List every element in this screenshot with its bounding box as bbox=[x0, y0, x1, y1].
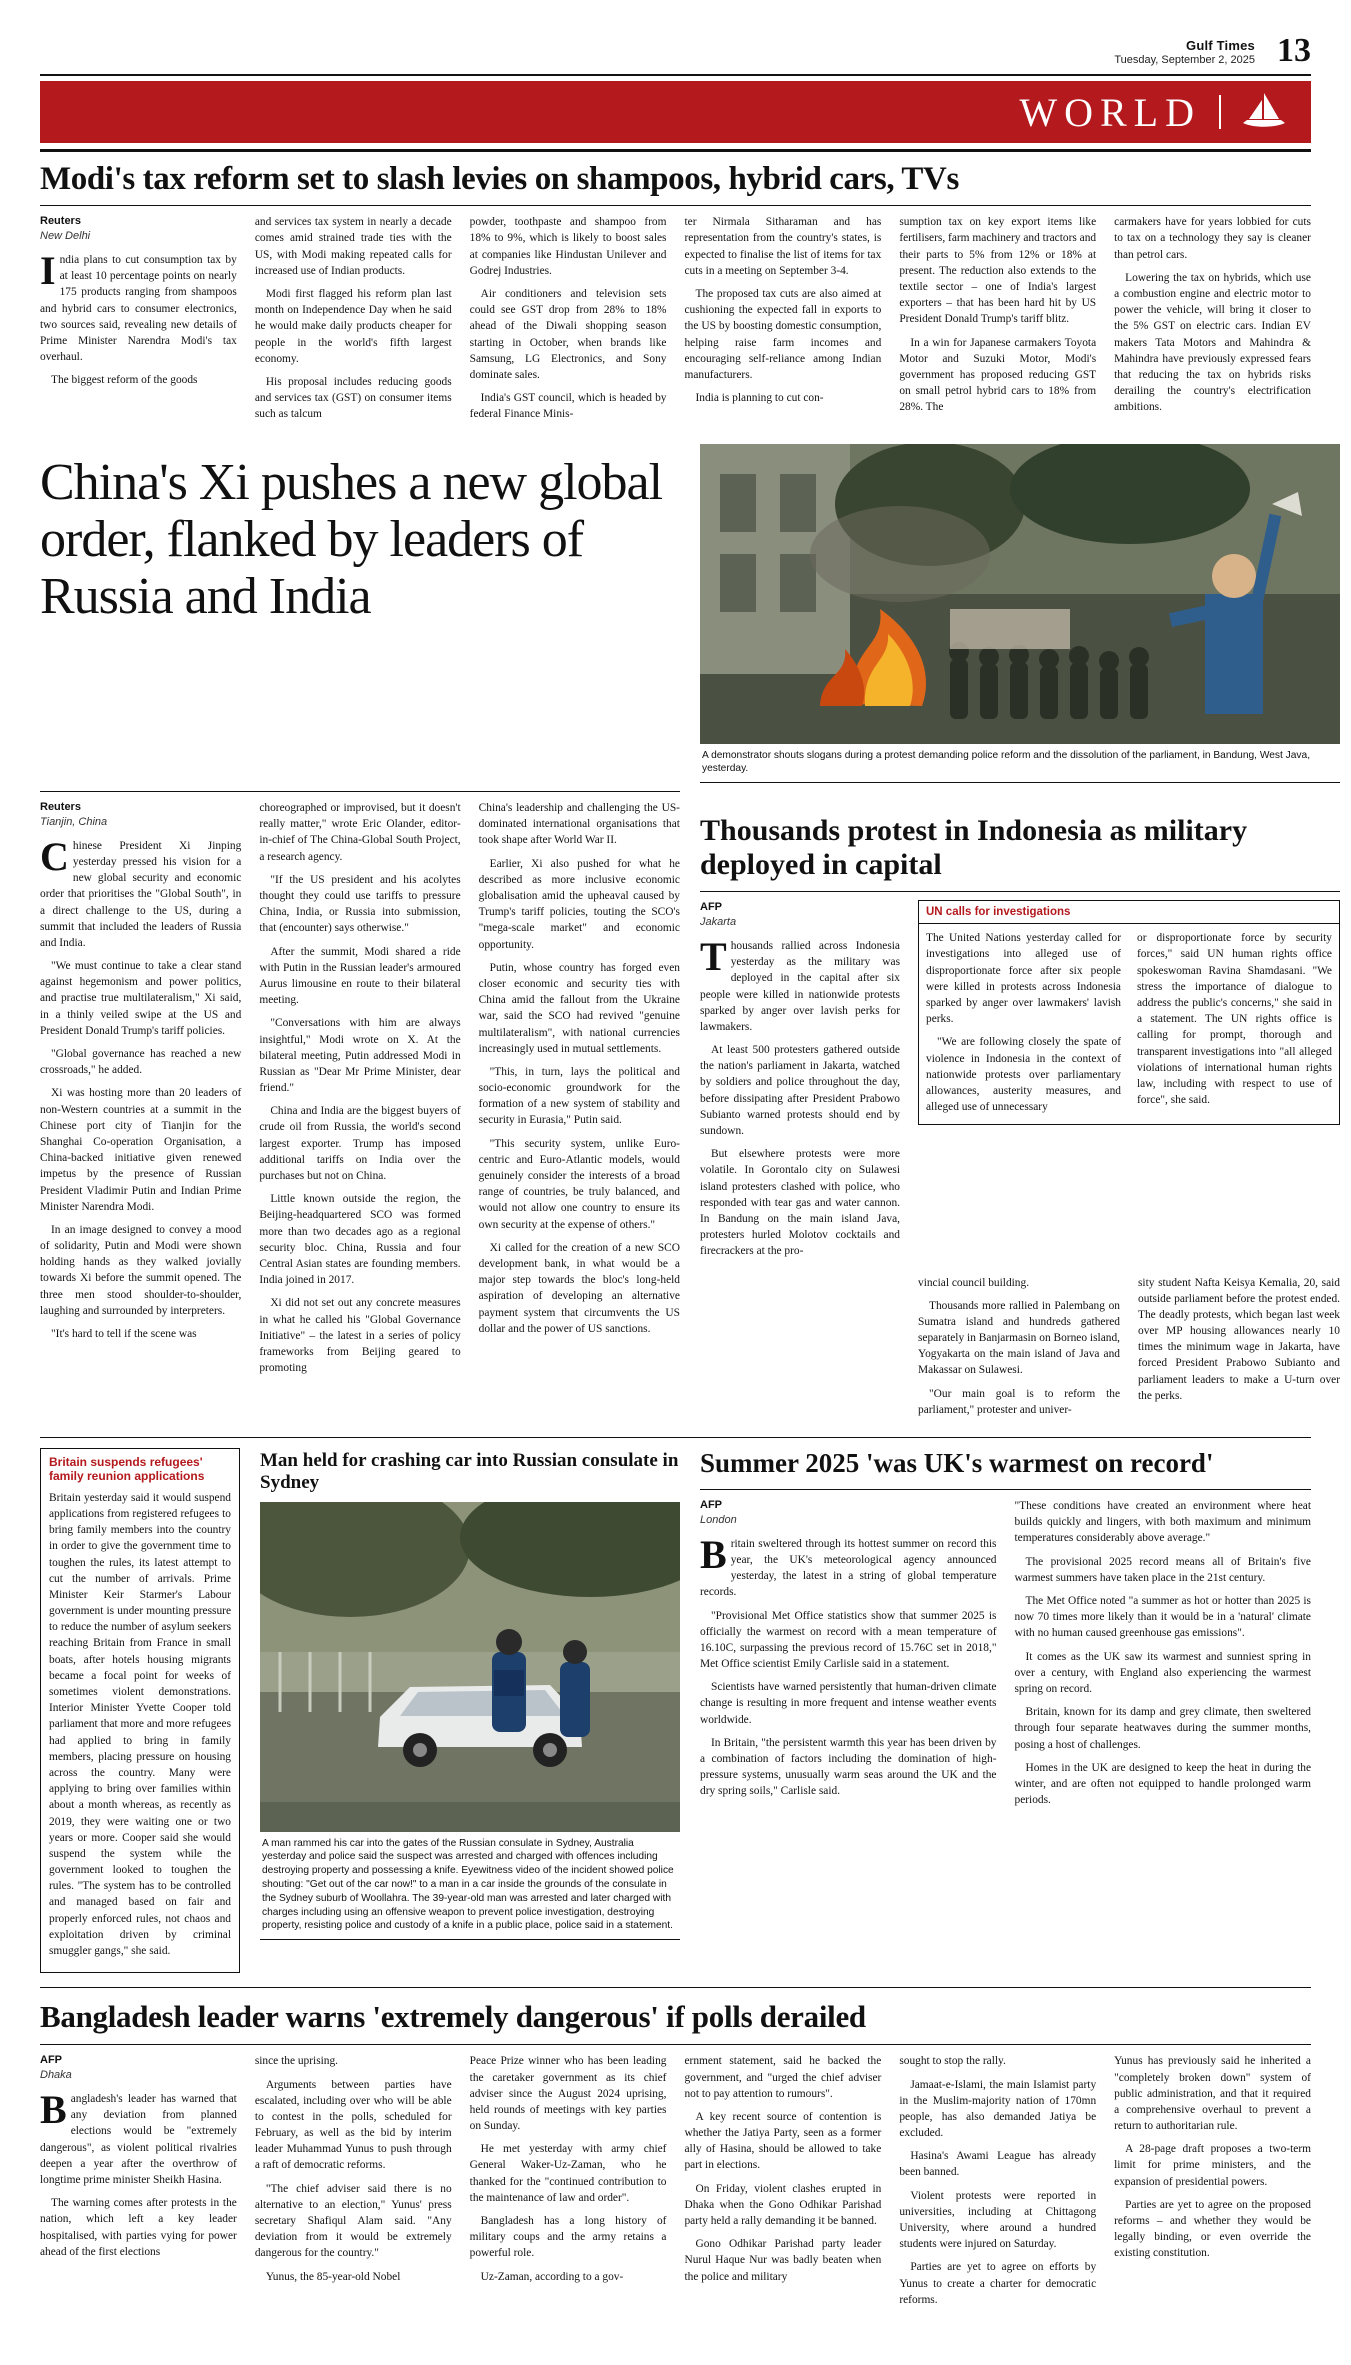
china-p: After the summit, Modi shared a ride with Putin in the Russian leader's armoured Aurus limousine en route to their bilateral meeting. bbox=[259, 945, 461, 1007]
china-p: Putin, whose country has forged even closer economic and security ties with China amid the fallout from the Ukraine war, said the SCO had revived "genuine multilateralism", with national currencies increasingly used in mutual settlements. bbox=[478, 961, 680, 1055]
sydney-headline: Man held for crashing car into Russian consulate in Sydney bbox=[260, 1450, 679, 1493]
lead-place: New Delhi bbox=[40, 230, 91, 243]
bangladesh-col-6 bbox=[1114, 2053, 1311, 2315]
bangladesh-p: Parties are yet to agree on efforts by Yunus to create a charter for democratic reforms. bbox=[899, 2261, 1097, 2306]
indonesia-col-3 bbox=[1138, 1275, 1340, 1426]
china-p: In an image designed to convey a mood of solidarity, Putin and Modi were shown holding hands as they walked jovially towards Xi before the summit opened. The three men stood shoulder-to-shoulder, laughing and surrounded by interpreters. bbox=[40, 1223, 242, 1317]
bangladesh-p: Arguments between parties have escalated, including over who will be able to contest in the polls, scheduled for February, as well as the bid by interim leader Muhammad Yunus to push through a raft of democratic reforms. bbox=[254, 2078, 452, 2172]
bangladesh-p: Gono Odhikar Parishad party leader Nurul Haque Nur was badly beaten when the police and military bbox=[684, 2238, 882, 2283]
lead-p: The biggest reform of the goods bbox=[51, 374, 198, 387]
summer-p: Scientists have warned persistently that human-driven climate change is resulting in more frequent and intense weather events worldwide. bbox=[700, 1681, 997, 1726]
rule-under-bangladesh-headline bbox=[40, 2044, 1311, 2045]
lead-p: India plans to cut consumption tax by at least 10 percentage points on nearly 175 products ranging from shampoos and hybrid cars to consumer electronics, two sources said, revealing new details of Prime Minister Narendra Modi's tax overhaul. bbox=[40, 247, 237, 364]
bangladesh-p: Violent protests were reported in universities, including at Chittagong University, where around a hundred students were injured on Saturday. bbox=[899, 2189, 1097, 2251]
china-p: Xi did not set out any concrete measures in what he called his "Global Governance Initiative" – the latest in a series of policy frameworks from Beijing geared to promoting bbox=[259, 1297, 461, 1375]
lead-col-5 bbox=[899, 214, 1096, 429]
bangladesh-byline bbox=[40, 2053, 237, 2083]
indonesia-col-1 bbox=[700, 900, 900, 1266]
lead-byline bbox=[40, 214, 237, 244]
indonesia-col-2 bbox=[918, 1275, 1120, 1426]
indonesia-p: sity student Nafta Keisya Kemalia, 20, said outside parliament before the protest ended. The deadly protests, which began last week over MP housing allowances nearly 10 times the minimum wage in Jakarta, have forced President Prabowo Subianto and parliament leaders to make a U-turn over the perks. bbox=[1138, 1276, 1340, 1402]
bangladesh-p: Bangladesh has a long history of military coups and the army retains a powerful role. bbox=[469, 2215, 667, 2260]
section-banner bbox=[40, 81, 1311, 143]
sydney-photo-caption: A man rammed his car into the gates of the Russian consulate in Sydney, Australia yesterday and police said the suspect was arrested and charged with offences including destroying property and possessing a knife. Eyewitness video of the incident showed police shouting: "Get out of the car now!" to a man in a car inside the grounds of the consulate in the Sydney suburb of Woollahra. The 39-year-old man was arrested and later charged with charges including using an offensive weapon to prevent police investigation, destroying property, resisting police and custody of a knife in a public place, police said in a statement. bbox=[260, 1832, 680, 1940]
china-p: Chinese President Xi Jinping yesterday pressed his vision for a new global security and economic order that prioritises the "Global South", in a direct challenge to the US, during a summit that included the leaders of Russia and India. bbox=[40, 833, 242, 949]
lead-p: His proposal includes reducing goods and services tax (GST) on consumer items such as talcum bbox=[254, 375, 452, 421]
lead-col-6 bbox=[1114, 214, 1311, 429]
lead-p: Air conditioners and television sets could see GST drop from 28% to 18% ahead of the Diwali shopping season starting in October, when brands like Samsung, LG Electronics, and Sony dominate sales. bbox=[469, 288, 667, 381]
summer-p: Homes in the UK are designed to keep the heat in during the winter, and are often not equipped to handle prolonged warm periods. bbox=[1014, 1761, 1311, 1807]
summer-headline: Summer 2025 'was UK's warmest on record' bbox=[700, 1448, 1214, 1479]
china-p: "It's hard to tell if the scene was bbox=[51, 1328, 197, 1341]
summer-p: The Met Office noted "a summer as hot or hotter than 2025 is now 70 times more likely than it would be in a 'natural' climate with no human caused greenhouse gas emissions". bbox=[1014, 1595, 1311, 1640]
bangladesh-p: The warning comes after protests in the nation, which left a key leader hospitalised, with parties vying for power ahead of the first elections bbox=[40, 2197, 237, 2258]
lead-col-1 bbox=[40, 214, 237, 429]
lead-p: India's GST council, which is headed by federal Finance Minis- bbox=[469, 392, 667, 421]
bangladesh-col-1 bbox=[40, 2053, 237, 2315]
bangladesh-headline: Bangladesh leader warns 'extremely dangerous' if polls derailed bbox=[40, 1999, 866, 2035]
bangladesh-p: Yunus has previously said he inherited a "completely broken down" system of public administration, and that it required a comprehensive overhaul to prevent a return to authoritarian rule. bbox=[1114, 2055, 1311, 2133]
china-p: "Conversations with him are always insightful," Modi wrote on X. At the bilateral meeting, Putin addressed Modi in Russian as "Dear Mr Prime Minister, dear friend." bbox=[259, 1017, 461, 1095]
summer-p: The provisional 2025 record means all of Britain's five warmest summers have taken place in the 21st century. bbox=[1014, 1555, 1311, 1584]
masthead-paper-info bbox=[1114, 38, 1255, 68]
lead-p: powder, toothpaste and shampoo from 18% to 9%, which is likely to boost sales at companies like Hindustan Unilever and Godrej Industries. bbox=[469, 216, 667, 277]
bangladesh-col-2 bbox=[255, 2053, 452, 2315]
lead-p: ter Nirmala Sitharaman and has representation from the country's states, is expected to finalise the list of items for tax cuts in a meeting on September 3-4. bbox=[684, 216, 882, 277]
bangladesh-col-5 bbox=[899, 2053, 1096, 2315]
britain-box-body: Britain yesterday said it would suspend applications from registered refugees to bring family members into the country in order to give the government time to toughen the rules, its latest attempt to cut the number of arrivals. Prime Minister Keir Starmer's Labour government is under mounting pressure to reduce the number of asylum seekers reaching Britain from France in small boats, after hotels housing migrants became a focal point for weeks of sometimes violent demonstrations. Interior Minister Yvette Cooper told parliament that more and more refugees had applied to bring in family members, placing pressure on housing across the country. Many were applying to bring over families within about a month whereas, as recently as 2019, they were waiting one or two years or more. Cooper said she would suspend the system while the government looked to toughen the rules. "The system has to be controlled and managed based on fair and properly enforced rules, not chaos and exploitation driven by criminal smuggler gangs," she said. bbox=[49, 1491, 231, 1958]
china-p: choreographed or improvised, but it doesn't really matter," wrote Eric Olander, editor-in-chief of The China-Global South Project, a research agency. bbox=[259, 802, 461, 863]
lead-col-2 bbox=[255, 214, 452, 429]
indonesia-agency: AFP bbox=[700, 901, 722, 914]
bangladesh-p: A key recent source of contention is whether the Jatiya Party, seen as a former ally of Hasina, should be allowed to take part in elections. bbox=[684, 2110, 882, 2172]
bangladesh-p: He met yesterday with army chief General Waker-Uz-Zaman, who he thanked for the "continued contribution to the maintenance of law and order". bbox=[469, 2143, 667, 2204]
bangladesh-p: Jamaat-e-Islami, the main Islamist party in the Muslim-majority nation of 170mn people, has also demanded Jatiya be excluded. bbox=[899, 2078, 1097, 2140]
middle-row bbox=[40, 1448, 1311, 1973]
bangladesh-p: Peace Prize winner who has been leading the caretaker government as its chief adviser since the August 2024 uprising, held rounds of meetings with key parties on Sunday. bbox=[469, 2055, 667, 2133]
bangladesh-p: since the uprising. bbox=[254, 2055, 339, 2068]
china-p: Little known outside the region, the Beijing-headquartered SCO was formed more than two decades ago as a regional security bloc. China, Russia and four Central Asian states are founding members. India joined in 2017. bbox=[259, 1193, 461, 1287]
lead-p: India is planning to cut con- bbox=[695, 392, 824, 405]
rule-under-china-headline bbox=[40, 791, 680, 792]
section-title: WORLD bbox=[1019, 89, 1201, 135]
bangladesh-place: Dhaka bbox=[40, 2069, 72, 2082]
lead-col-4 bbox=[684, 214, 881, 429]
china-p: Xi was hosting more than 20 leaders of non-Western countries at a summit in the Chinese port city of Tianjin for the Shanghai Co-operation Organisation, a China-backed initiative given renewed impetus by the presence of Russian President Vladimir Putin and Indian Prime Minister Narendra Modi. bbox=[40, 1087, 242, 1213]
china-p: "Global governance has reached a new crossroads," he added. bbox=[40, 1048, 242, 1077]
indonesia-p: Thousands more rallied in Palembang on Sumatra island and hundreds gathered separately in Banjarmasin on Borneo island, Yogyakarta on the main island of Java and Makassar on Sulawesi. bbox=[918, 1299, 1120, 1377]
bangladesh-agency: AFP bbox=[40, 2054, 62, 2067]
indonesia-place: Jakarta bbox=[700, 916, 737, 929]
china-p: Earlier, Xi also pushed for what he described as more inclusive economic globalisation amid the upheaval caused by Trump's tariff policies, touting the SCO's "mega-scale market" and economic opportunity. bbox=[478, 857, 680, 951]
bangladesh-columns bbox=[40, 2053, 1311, 2315]
bangladesh-col-3 bbox=[470, 2053, 667, 2315]
lead-p: Lowering the tax on hybrids, which use a combustion engine and electric motor to power the vehicle, will bring it closer to the 5% GST on electric cars. Indian EV makers Tata Motors and Mahindra & Mahindra have previously expressed fears that reducing the tax on hybrids risks derailing the country's electrification ambitions. bbox=[1114, 271, 1311, 414]
china-headline: China's Xi pushes a new global order, flanked by leaders of Russia and India bbox=[40, 453, 663, 625]
bangladesh-p: A 28-page draft proposes a two-term limit for prime ministers, and the expansion of presidential powers. bbox=[1114, 2143, 1311, 2188]
lead-p: carmakers have for years lobbied for cuts to tax on a technology they say is cleaner than petrol cars. bbox=[1114, 216, 1311, 261]
rule-above-bangladesh bbox=[40, 1987, 1311, 1988]
bangladesh-p: Parties are yet to agree on the proposed reforms – and whether they would be legally binding, or even override the existing constitution. bbox=[1114, 2198, 1311, 2260]
sydney-story bbox=[260, 1448, 680, 1973]
indonesia-callout-col bbox=[918, 900, 1340, 1266]
bangladesh-p: Hasina's Awami League has already been banned. bbox=[899, 2150, 1097, 2179]
summer-col-1 bbox=[700, 1498, 997, 1815]
paper-name: Gulf Times bbox=[1186, 38, 1255, 53]
china-col-1 bbox=[40, 800, 241, 1383]
summer-col-2 bbox=[1015, 1498, 1312, 1815]
china-p: China's leadership and challenging the US-dominated international organisations that took shape after World War II. bbox=[478, 802, 680, 847]
china-lower bbox=[40, 800, 1340, 1425]
summer-p: Britain sweltered through its hottest summer on record this year, the UK's meteorological agency announced yesterday, the latest in a string of global temperature records. bbox=[700, 1531, 997, 1599]
summer-place: London bbox=[700, 1513, 737, 1526]
lead-agency: Reuters bbox=[40, 215, 81, 228]
china-col-3 bbox=[479, 800, 680, 1383]
indonesia-p: vincial council building. bbox=[918, 1276, 1030, 1289]
lead-headline: Modi's tax reform set to slash levies on shampoos, hybrid cars, TVs bbox=[40, 161, 959, 197]
lead-p: The proposed tax cuts are also aimed at cushioning the expected fall in exports to the US by boosting domestic consumption, helping raise farm incomes and encouraging self-reliance among Indian manufacturers. bbox=[684, 288, 882, 381]
page-number: 13 bbox=[1277, 32, 1311, 69]
rule-under-banner bbox=[40, 149, 1311, 152]
masthead bbox=[40, 34, 1311, 76]
indonesia-story bbox=[700, 800, 1340, 1425]
indonesia-headline: Thousands protest in Indonesia as military deployed in capital bbox=[700, 814, 1248, 881]
summer-byline bbox=[700, 1498, 997, 1528]
un-callout-p: or disproportionate force by security forces," said UN human rights office spokeswoman Ravina Shamdasani. "We stress the importance of dialogue to address the public's concerns," she said in a statement. The UN rights office is calling for prompt, thorough and transparent investigations into "all alleged violations of international human rights law, including with respect to use of force", she said. bbox=[1137, 932, 1332, 1107]
un-callout-box bbox=[918, 900, 1340, 1125]
lead-p: sumption tax on key export items like fertilisers, farm machinery and tractors and their parts to 5% from 12% or 18% at present. The reduction also extends to the textile sector – one of India's largest exporters – that has been hard hit by US President Donald Trump's tariff blitz. bbox=[899, 216, 1097, 326]
bangladesh-p: "The chief adviser said there is no alternative to an election," Yunus' press secretary Shafiqul Alam said. "Any deviation from it would be extremely dangerous for the country." bbox=[254, 2182, 452, 2260]
china-p: "This, in turn, lays the political and socio-economic groundwork for the formation of a new system of stability and security in Eurasia," Putin said. bbox=[478, 1065, 680, 1127]
china-byline bbox=[40, 800, 241, 830]
china-p: "We must continue to take a clear stand against hegemonism and power politics, and practise true multilateralism," Xi said, in a thinly veiled swipe at the US and President Donald Trump's tariff policies. bbox=[40, 960, 242, 1037]
bangladesh-p: Yunus, the 85-year-old Nobel bbox=[265, 2270, 401, 2283]
indonesia-p: At least 500 protesters gathered outside the nation's parliament in Jakarta, watched by soldiers and police throughout the day, before dissipating after President Prabowo Subianto warned protests should end by sundown. bbox=[700, 1044, 900, 1138]
indonesia-p: Thousands rallied across Indonesia yesterday as the military was deployed in the capital after six people were killed in nationwide protests sparked by anger over lavish perks for lawmakers. bbox=[700, 933, 900, 1033]
summer-p: "Provisional Met Office statistics show that summer 2025 is officially the warmest on record with a mean temperature of 16.10C, surpassing the previous record of 15.76C set in 2018," Met Office scientist Emily Carlisle said in a statement. bbox=[700, 1609, 997, 1671]
china-columns bbox=[40, 800, 680, 1383]
indonesia-byline bbox=[700, 900, 900, 930]
china-p: Xi called for the creation of a new SCO development bank, in what would be a major step towards the bloc's long-held aspiration of developing an alternative payment system that circumvents the US dollar and the power of US sanctions. bbox=[478, 1241, 680, 1335]
rule-under-lead-headline bbox=[40, 205, 1311, 206]
china-p: China and India are the biggest buyers of crude oil from Russia, the world's second largest exporter. Trump has imposed additional tariffs on India over the purchases but not on China. bbox=[259, 1105, 461, 1183]
rule-under-summer-headline bbox=[700, 1489, 1311, 1490]
rule-above-middle-row bbox=[40, 1437, 1311, 1438]
bangladesh-p: On Friday, violent clashes erupted in Dhaka when the Gono Odhikar Parishad party held a rally demanding it be banned. bbox=[684, 2182, 882, 2228]
china-headline-block bbox=[40, 444, 680, 784]
un-callout-title: UN calls for investigations bbox=[919, 901, 1339, 924]
summer-agency: AFP bbox=[700, 1499, 722, 1512]
un-callout-p: "We are following closely the spate of violence in Indonesia in the context of nationwide protests over parliamentary allowances, austerity measures, and alleged use of unnecessary bbox=[926, 1036, 1121, 1114]
paper-date: Tuesday, September 2, 2025 bbox=[1114, 54, 1255, 67]
summer-p: Britain, known for its damp and grey climate, then sweltered through four separate heatwaves during the summer months, posing a host of challenges. bbox=[1014, 1706, 1311, 1751]
rule-under-indonesia-headline bbox=[700, 891, 1340, 892]
lead-p: In a win for Japanese carmakers Toyota Motor and Suzuki Motor, Modi's government has proposed reducing GST on small petrol hybrid cars to 18% from 28%. The bbox=[899, 336, 1097, 414]
china-place: Tianjin, China bbox=[40, 815, 108, 828]
bangladesh-p: ernment statement, said he backed the government, and "urged the chief adviser not to pay attention to rumours". bbox=[684, 2055, 882, 2100]
china-p: "This security system, unlike Euro-centric and Euro-Atlantic models, would genuinely consider the interests of a broad range of countries, be truly balanced, and would not allow one country to ensure its own security at the expense of others." bbox=[478, 1137, 680, 1231]
banner-divider bbox=[1219, 95, 1221, 129]
indonesia-photo-block bbox=[700, 444, 1340, 784]
china-story bbox=[40, 444, 1340, 1425]
sydney-photo bbox=[260, 1502, 680, 1832]
dhow-logo-icon bbox=[1239, 90, 1289, 134]
lead-p: and services tax system in nearly a decade comes amid strained trade ties with the US, with Modi making repeated calls for increased use of Indian products. bbox=[254, 216, 452, 277]
lead-col-3 bbox=[470, 214, 667, 429]
indonesia-p: "Our main goal is to reform the parliament," protester and univer- bbox=[918, 1387, 1120, 1416]
china-col-2 bbox=[259, 800, 460, 1383]
summer-p: It comes as the UK saw its warmest and sunniest spring in over a century, with England also experiencing the warmest spring on record. bbox=[1014, 1650, 1311, 1695]
britain-box-title: Britain suspends refugees' family reunion applications bbox=[49, 1455, 205, 1484]
lead-p: Modi first flagged his reform plan last month on Independence Day when he said he would make daily products cheaper for people in the world's fifth largest economy. bbox=[254, 288, 452, 365]
britain-box bbox=[40, 1448, 240, 1973]
summer-p: In Britain, "the persistent warmth this year has been driven by a combination of factors including the domination of high-pressure systems, unusually warm seas around the UK and the dry spring soils," Carlisle said. bbox=[700, 1736, 997, 1798]
summer-p: "These conditions have created an environment where heat builds quickly and lingers, with both maximum and minimum temperatures considerably above average." bbox=[1014, 1500, 1311, 1545]
china-agency: Reuters bbox=[40, 801, 81, 814]
protest-photo-caption: A demonstrator shouts slogans during a protest demanding police reform and the dissolution of the parliament, in Bandung, West Java, yesterday. bbox=[700, 744, 1340, 784]
bangladesh-col-4 bbox=[684, 2053, 881, 2315]
bangladesh-p: Bangladesh's leader has warned that any deviation from planned elections would be "extremely dangerous", as violent political rivalries deepen a year after the overthrow of longtime prime minister Sheikh Hasina. bbox=[40, 2087, 237, 2186]
bangladesh-p: sought to stop the rally. bbox=[899, 2055, 1006, 2068]
lead-columns bbox=[40, 214, 1311, 429]
china-p: "If the US president and his acolytes thought they could use tariffs to pressure China, India, or Russia into submission, that (encounter) says otherwise." bbox=[259, 873, 461, 935]
un-callout-p: The United Nations yesterday called for investigations into alleged use of disproportionate force after six people were killed in protests across Indonesia sparked by anger over lawmakers' lavish perks. bbox=[926, 932, 1121, 1026]
protest-photo bbox=[700, 444, 1340, 744]
summer-story bbox=[700, 1448, 1311, 1973]
bangladesh-p: Uz-Zaman, according to a gov- bbox=[480, 2270, 624, 2283]
indonesia-p: But elsewhere protests were more volatile. In Gorontalo city on Sulawesi island protesters clashed with police, who responded with tear gas and water cannon. In Bandung on the main island Java, protesters hurled Molotov cocktails and firecrackers at the pro- bbox=[700, 1148, 900, 1258]
